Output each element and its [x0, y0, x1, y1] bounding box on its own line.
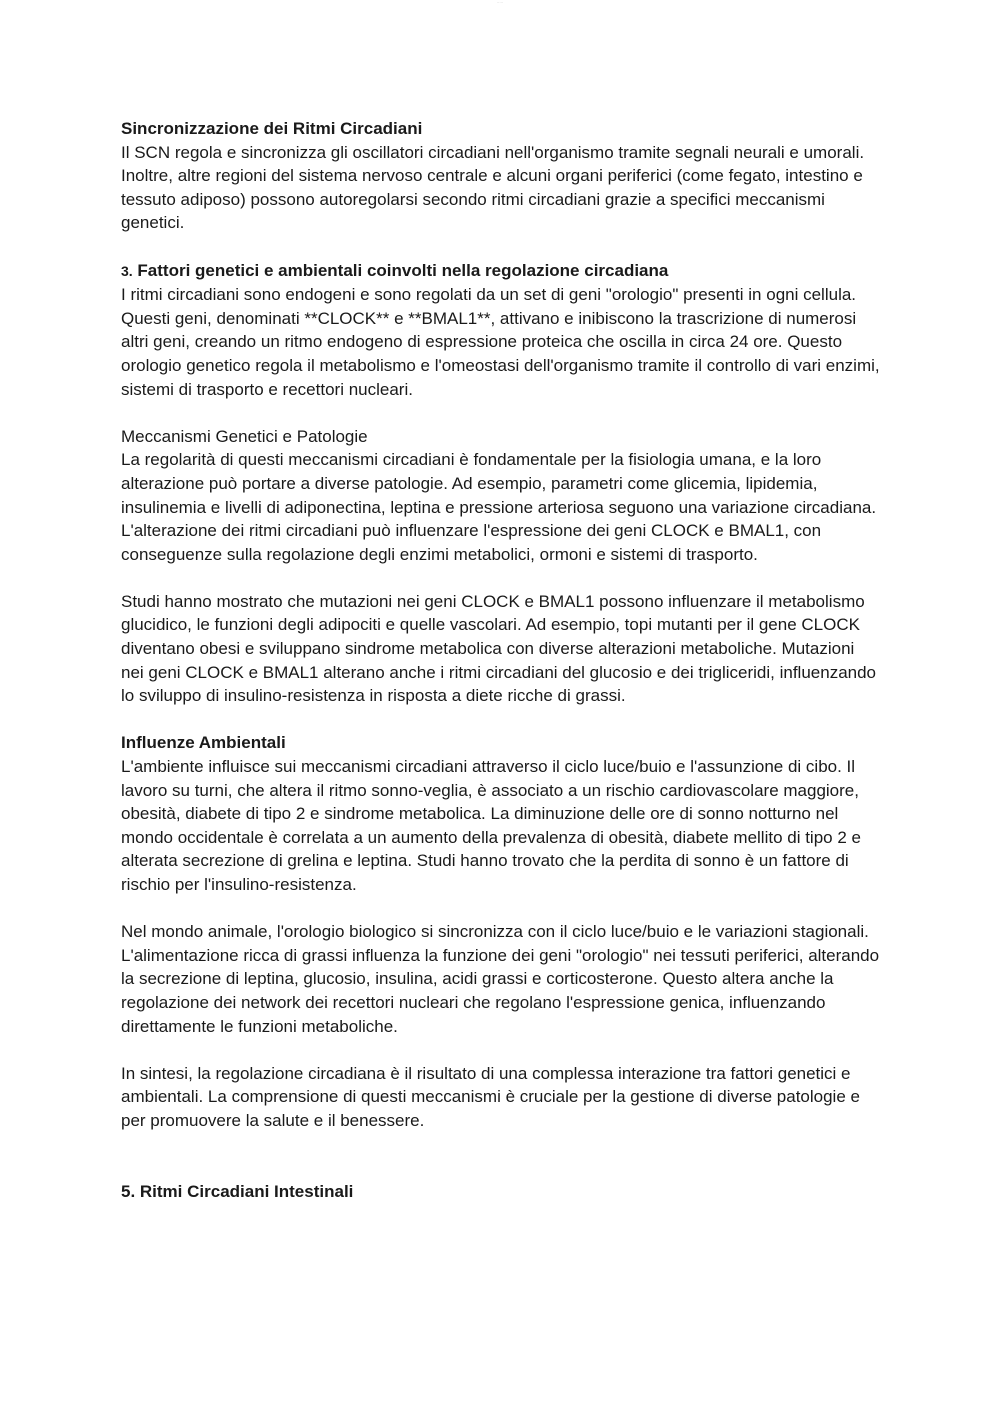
paragraph-genetic-1: La regolarità di questi meccanismi circadiani è fondamentale per la fisiologia umana, e la loro alterazione può portare a diverse patologie. Ad esempio, parametri come glicemia, lipidemia, insulinemia e livelli di adiponectina, leptina e pressione arteriosa seguono una variazione circadiana. L'alterazione dei ritmi circadiani può influenzare l'espressione dei geni CLOCK e BMAL1, con conseguenze sulla regolazione degli enzimi metabolici, ormoni e sistemi di trasporto. [121, 450, 877, 564]
paragraph-gap [121, 897, 881, 921]
paragraph-environment-1: L'ambiente influisce sui meccanismi circadiani attraverso il ciclo luce/buio e l'assunzione di cibo. Il lavoro su turni, che altera il ritmo sonno-veglia, è associato a un rischio cardiovascolare maggiore, obesità, diabete di tipo 2 e sindrome metabolica. La diminuzione delle ore di sonno notturno nel mondo occidentale è correlata a un aumento della prevalenza di obesità, diabete mellito di tipo 2 e alterata secrezione di grelina e leptina. Studi hanno trovato che la perdita di sonno è un fattore di rischio per l'insulino-resistenza. [121, 757, 861, 894]
section-title-environment: Influenze Ambientali [121, 733, 286, 753]
paragraph-environment-3: In sintesi, la regolazione circadiana è il risultato di una complessa interazione tra fattori genetici e ambientali. La comprensione di questi meccanismi è cruciale per la gestione di diverse patologie e per promuovere la salute e il benessere. [121, 1063, 860, 1130]
paragraph-factors: I ritmi circadiani sono endogeni e sono regolati da un set di geni "orologio" presenti in ogni cellula. Questi geni, denominati **CLOCK** e **BMAL1**, attivano e inibiscono la trascrizione di numerosi altri geni, creando un ritmo endogeno di espressione proteica che oscilla in circa 24 ore. Questo orologio genetico regola il metabolismo e l'omeostasi dell'organismo tramite il controllo di vari enzimi, sistemi di trasporto e recettori nucleari. [121, 285, 880, 399]
section-title-sync: Sincronizzazione dei Ritmi Circadiani [121, 119, 423, 138]
section-title-intestinal: 5. Ritmi Circadiani Intestinali [121, 1181, 354, 1201]
paragraph-gap [121, 1133, 881, 1180]
header-mark: ····· [496, 0, 504, 4]
section-number: 3. [121, 262, 133, 279]
paragraph-gap [121, 708, 881, 732]
section-title-text: Fattori genetici e ambientali coinvolti nella regolazione circadiana [137, 260, 669, 280]
section-title-genetic: Meccanismi Genetici e Patologie [121, 426, 368, 446]
paragraph-environment-2: Nel mondo animale, l'orologio biologico si sincronizza con il ciclo luce/buio e le variazioni stagionali. L'alimentazione ricca di grassi influenza la funzione dei geni "orologio" nei tessuti periferici, alterando la secrezione di leptina, glucosio, insulina, acidi grassi e corticosterone. Questo altera anche la regolazione dei network dei recettori nucleari che regolano l'espressione genica, influenzando direttamente le funzioni metaboliche. [121, 922, 880, 1036]
paragraph-gap [121, 235, 881, 259]
paragraph-gap [121, 566, 881, 590]
paragraph-gap [121, 401, 881, 425]
section-title-factors [121, 259, 881, 284]
paragraph-sync: Il SCN regola e sincronizza gli oscillatori circadiani nell'organismo tramite segnali neurali e umorali. Inoltre, altre regioni del sistema nervoso centrale e alcuni organi periferici (come fegato, intestino e tessuto adiposo) possono autoregolarsi secondo ritmi circadiani grazie a specifici meccanismi genetici. [121, 142, 865, 233]
document-content [121, 117, 881, 1203]
paragraph-gap [121, 1038, 881, 1062]
paragraph-genetic-2: Studi hanno mostrato che mutazioni nei geni CLOCK e BMAL1 possono influenzare il metabolismo glucidico, le funzioni degli adipociti e quelle vascolari. Ad esempio, topi mutanti per il gene CLOCK diventano obesi e sviluppano sindrome metabolica con diverse alterazioni metaboliche. Mutazioni nei geni CLOCK e BMAL1 alterano anche i ritmi circadiani del glucosio e dei trigliceridi, influenzando lo sviluppo di insulino-resistenza in risposta a diete ricche di grassi. [121, 591, 877, 706]
